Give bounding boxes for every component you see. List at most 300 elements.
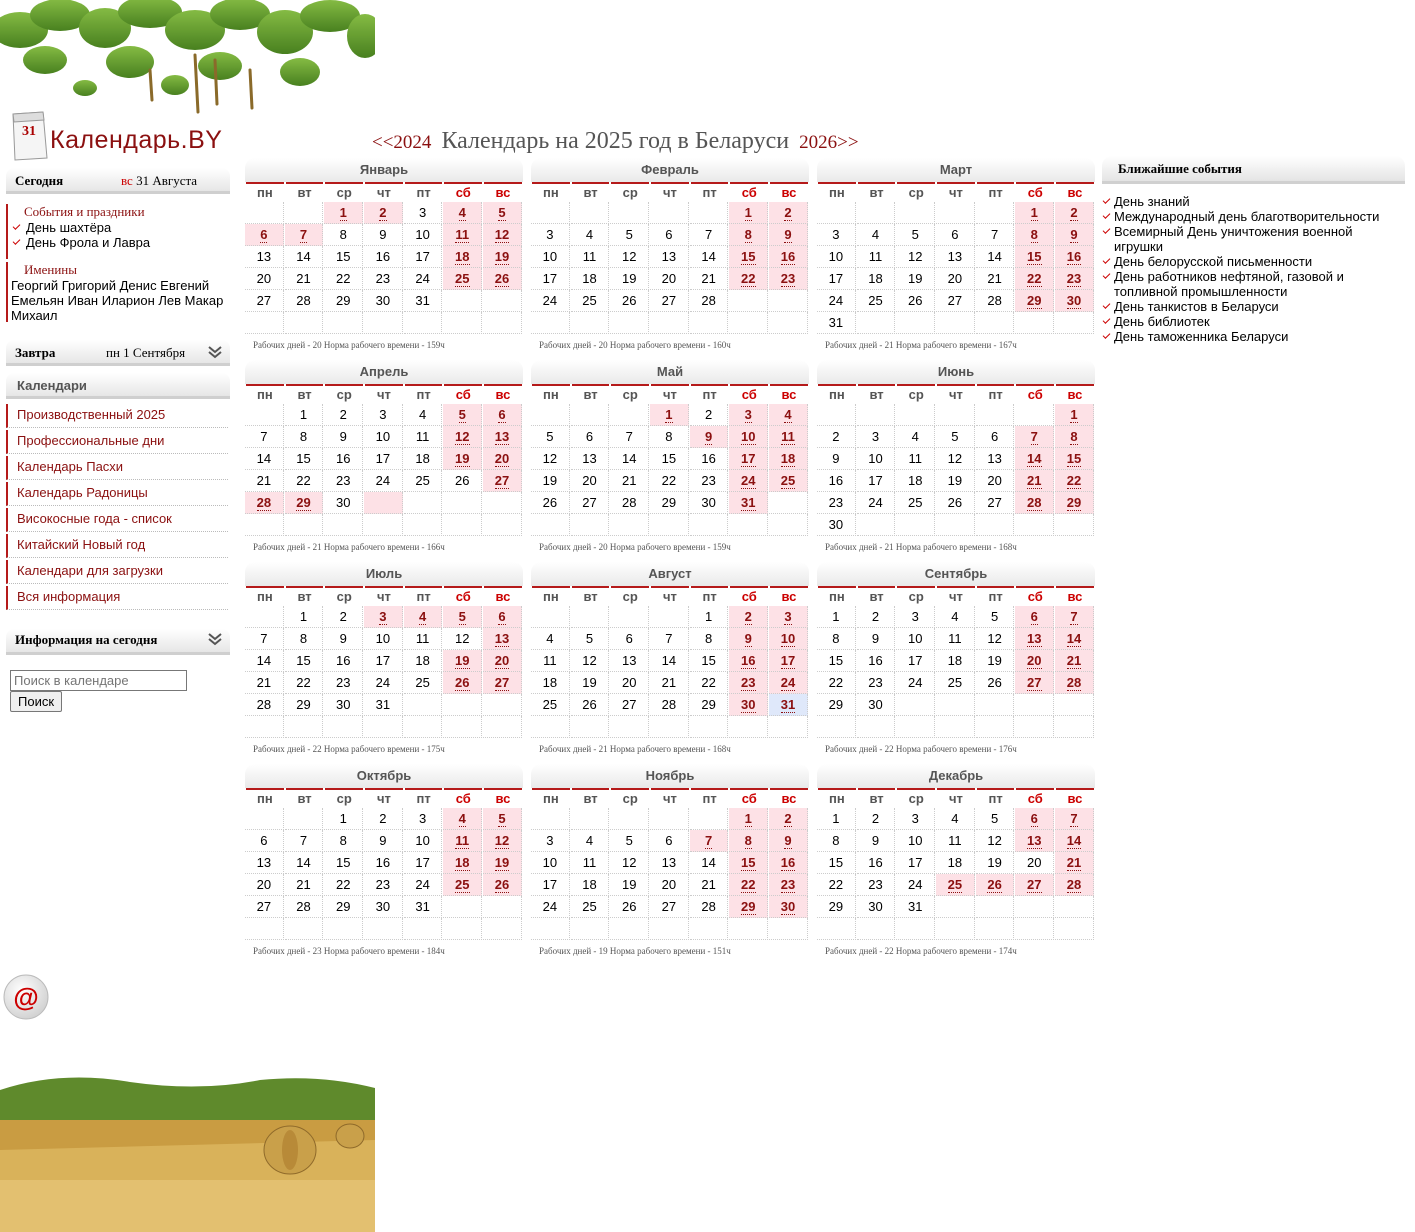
day-cell: 28 bbox=[285, 896, 324, 918]
day-cell: 25 bbox=[571, 896, 610, 918]
weekday-header: вс bbox=[1056, 384, 1094, 404]
day-cell[interactable]: 16 bbox=[769, 852, 808, 874]
day-cell[interactable]: 8 bbox=[729, 830, 768, 852]
search-button[interactable]: Поиск bbox=[10, 691, 62, 712]
day-cell[interactable]: 31 bbox=[729, 492, 768, 514]
empty-cell bbox=[610, 312, 649, 334]
weekday-header: сб bbox=[730, 788, 768, 808]
empty-cell bbox=[483, 290, 522, 312]
day-cell[interactable]: 1 bbox=[324, 202, 363, 224]
weekday-header: пн bbox=[532, 788, 570, 808]
day-cell[interactable]: 30 bbox=[1055, 290, 1094, 312]
day-cell: 8 bbox=[285, 628, 324, 650]
month-title: Август bbox=[531, 562, 809, 586]
day-cell[interactable]: 6 bbox=[483, 606, 522, 628]
day-cell[interactable]: 3 bbox=[364, 606, 403, 628]
names-list: Георгий Григорий Денис Евгений Емельян Иван Иларион Лев Макар Михаил bbox=[11, 278, 224, 323]
day-cell[interactable]: 27 bbox=[483, 672, 522, 694]
day-cell: 6 bbox=[936, 224, 975, 246]
upcoming-events-list bbox=[1102, 194, 1402, 344]
upcoming-event-item[interactable]: День танкистов в Беларуси bbox=[1102, 299, 1402, 314]
month-title: Апрель bbox=[245, 360, 523, 384]
day-cell: 12 bbox=[610, 246, 649, 268]
event-item[interactable]: День Фрола и Лавра bbox=[8, 235, 232, 250]
day-cell: 3 bbox=[404, 202, 443, 224]
upcoming-event-item[interactable]: День знаний bbox=[1102, 194, 1402, 209]
day-cell[interactable]: 11 bbox=[769, 426, 808, 448]
email-at-icon[interactable] bbox=[2, 973, 52, 1023]
nav-link[interactable]: Вся информация bbox=[6, 586, 228, 610]
day-cell: 1 bbox=[817, 808, 856, 830]
day-cell[interactable]: 7 bbox=[1015, 426, 1054, 448]
empty-cell bbox=[404, 312, 443, 334]
day-cell[interactable]: 1 bbox=[1015, 202, 1054, 224]
empty-cell bbox=[483, 492, 522, 514]
weekday-header: пн bbox=[532, 182, 570, 202]
day-cell[interactable]: 4 bbox=[404, 606, 443, 628]
day-cell: 24 bbox=[531, 290, 570, 312]
day-cell[interactable]: 3 bbox=[729, 404, 768, 426]
day-cell[interactable]: 29 bbox=[1055, 492, 1094, 514]
day-cell: 11 bbox=[571, 246, 610, 268]
day-cell[interactable]: 8 bbox=[1055, 426, 1094, 448]
day-cell[interactable]: 14 bbox=[1015, 448, 1054, 470]
day-cell: 4 bbox=[531, 628, 570, 650]
empty-cell bbox=[936, 312, 975, 334]
day-cell[interactable]: 7 bbox=[1055, 606, 1094, 628]
upcoming-event-item[interactable]: День таможенника Беларуси bbox=[1102, 329, 1402, 344]
empty-cell bbox=[531, 202, 570, 224]
empty-cell bbox=[729, 918, 768, 940]
day-cell[interactable]: 7 bbox=[1055, 808, 1094, 830]
day-cell: 21 bbox=[245, 672, 284, 694]
day-cell: 3 bbox=[404, 808, 443, 830]
day-cell: 18 bbox=[404, 650, 443, 672]
day-cell[interactable]: 21 bbox=[1015, 470, 1054, 492]
day-cell[interactable]: 15 bbox=[729, 246, 768, 268]
day-cell[interactable]: 15 bbox=[1015, 246, 1054, 268]
month-title: Сентябрь bbox=[817, 562, 1095, 586]
day-cell[interactable]: 9 bbox=[769, 830, 808, 852]
day-cell: 11 bbox=[936, 628, 975, 650]
day-cell: 8 bbox=[817, 830, 856, 852]
weekday-header: вт bbox=[858, 384, 896, 404]
day-cell[interactable]: 20 bbox=[483, 650, 522, 672]
day-cell: 12 bbox=[976, 628, 1015, 650]
empty-cell bbox=[976, 404, 1015, 426]
day-cell[interactable]: 11 bbox=[443, 224, 482, 246]
day-cell: 13 bbox=[936, 246, 975, 268]
day-cell: 8 bbox=[285, 426, 324, 448]
day-cell[interactable]: 23 bbox=[729, 672, 768, 694]
day-cell[interactable]: 22 bbox=[729, 268, 768, 290]
day-cell[interactable]: 6 bbox=[245, 224, 284, 246]
empty-cell bbox=[1015, 918, 1054, 940]
site-logo[interactable] bbox=[6, 104, 234, 166]
footer-field-image bbox=[0, 1070, 375, 1232]
weekday-header: пн bbox=[818, 182, 856, 202]
month-note: Рабочих дней - 23 Норма рабочего времени - 184ч bbox=[253, 946, 445, 956]
day-cell[interactable]: 5 bbox=[443, 404, 482, 426]
day-cell[interactable]: 28 bbox=[1055, 874, 1094, 896]
empty-cell bbox=[936, 404, 975, 426]
day-cell: 17 bbox=[896, 852, 935, 874]
day-cell[interactable]: 15 bbox=[729, 852, 768, 874]
empty-cell bbox=[936, 514, 975, 536]
chevron-double-down-icon[interactable] bbox=[208, 345, 222, 359]
day-cell[interactable]: 8 bbox=[729, 224, 768, 246]
day-cell[interactable]: 12 bbox=[483, 224, 522, 246]
day-cell[interactable]: 7 bbox=[285, 224, 324, 246]
day-cell: 15 bbox=[817, 650, 856, 672]
day-cell[interactable]: 27 bbox=[1015, 874, 1054, 896]
empty-cell bbox=[285, 202, 324, 224]
weekday-header: пн bbox=[818, 586, 856, 606]
day-cell[interactable]: 20 bbox=[1015, 650, 1054, 672]
month-note: Рабочих дней - 22 Норма рабочего времени - 174ч bbox=[825, 946, 1017, 956]
day-cell[interactable]: 31 bbox=[769, 694, 808, 716]
weekday-header: сб bbox=[1016, 182, 1054, 202]
day-cell[interactable]: 10 bbox=[729, 426, 768, 448]
day-cell: 6 bbox=[650, 224, 689, 246]
day-cell: 7 bbox=[690, 224, 729, 246]
name-days bbox=[6, 262, 228, 322]
weekday-header: чт bbox=[651, 384, 689, 404]
empty-cell bbox=[531, 514, 570, 536]
day-cell[interactable]: 6 bbox=[483, 404, 522, 426]
day-cell[interactable]: 2 bbox=[769, 808, 808, 830]
month-title: Июнь bbox=[817, 360, 1095, 384]
empty-cell bbox=[483, 896, 522, 918]
weekday-header: чт bbox=[365, 384, 403, 404]
empty-cell bbox=[285, 514, 324, 536]
empty-cell bbox=[1015, 716, 1054, 738]
day-cell[interactable]: 25 bbox=[936, 874, 975, 896]
day-cell: 16 bbox=[857, 852, 896, 874]
day-cell[interactable]: 1 bbox=[729, 202, 768, 224]
day-cell: 23 bbox=[857, 672, 896, 694]
empty-cell bbox=[443, 514, 482, 536]
weekday-header: ср bbox=[897, 384, 935, 404]
day-cell: 21 bbox=[690, 874, 729, 896]
month-grid bbox=[531, 384, 809, 536]
day-cell: 5 bbox=[571, 628, 610, 650]
weekday-header: ср bbox=[325, 586, 363, 606]
weekday-header: пт bbox=[977, 788, 1015, 808]
day-cell[interactable]: 27 bbox=[1015, 672, 1054, 694]
day-cell[interactable]: 22 bbox=[1015, 268, 1054, 290]
day-cell[interactable]: 12 bbox=[443, 426, 482, 448]
day-cell[interactable]: 5 bbox=[483, 808, 522, 830]
day-cell: 7 bbox=[610, 426, 649, 448]
day-cell: 24 bbox=[404, 268, 443, 290]
day-cell[interactable]: 28 bbox=[1015, 492, 1054, 514]
day-cell[interactable]: 5 bbox=[483, 202, 522, 224]
month-calendar bbox=[531, 562, 809, 754]
nav-link[interactable]: Производственный 2025 bbox=[6, 404, 228, 428]
day-cell: 3 bbox=[896, 606, 935, 628]
upcoming-event-item[interactable]: День работников нефтяной, газовой и топливной промышленности bbox=[1102, 269, 1402, 299]
day-cell[interactable]: 25 bbox=[443, 268, 482, 290]
weekday-header: сб bbox=[444, 182, 482, 202]
day-cell: 12 bbox=[976, 830, 1015, 852]
day-cell[interactable]: 14 bbox=[1055, 830, 1094, 852]
nav-link[interactable]: Календарь Радоницы bbox=[6, 482, 228, 506]
day-cell[interactable]: 20 bbox=[483, 448, 522, 470]
day-cell[interactable]: 4 bbox=[443, 808, 482, 830]
day-cell: 31 bbox=[896, 896, 935, 918]
empty-cell bbox=[531, 404, 570, 426]
month-grid bbox=[817, 384, 1095, 536]
day-cell[interactable]: 30 bbox=[729, 694, 768, 716]
weekday-header: ср bbox=[325, 788, 363, 808]
day-cell[interactable]: 13 bbox=[483, 426, 522, 448]
empty-cell bbox=[483, 312, 522, 334]
day-cell[interactable]: 7 bbox=[690, 830, 729, 852]
upcoming-event-item[interactable]: День библиотек bbox=[1102, 314, 1402, 329]
month-grid bbox=[817, 182, 1095, 334]
day-cell: 23 bbox=[817, 492, 856, 514]
day-cell: 16 bbox=[364, 852, 403, 874]
day-cell: 4 bbox=[404, 404, 443, 426]
empty-cell bbox=[571, 514, 610, 536]
day-cell[interactable]: 17 bbox=[729, 448, 768, 470]
month-calendar bbox=[531, 158, 809, 350]
day-cell[interactable]: 4 bbox=[769, 404, 808, 426]
empty-cell bbox=[610, 918, 649, 940]
upcoming-event-item[interactable]: Международный день благотворительности bbox=[1102, 209, 1402, 224]
day-cell[interactable]: 11 bbox=[443, 830, 482, 852]
day-cell[interactable]: 13 bbox=[483, 628, 522, 650]
nav-link[interactable]: Китайский Новый год bbox=[6, 534, 228, 558]
day-cell[interactable]: 23 bbox=[1055, 268, 1094, 290]
day-cell[interactable]: 13 bbox=[1015, 628, 1054, 650]
day-cell[interactable]: 2 bbox=[769, 202, 808, 224]
day-cell: 24 bbox=[364, 470, 403, 492]
day-cell: 17 bbox=[817, 268, 856, 290]
day-cell[interactable]: 4 bbox=[443, 202, 482, 224]
weekday-header: вт bbox=[858, 182, 896, 202]
weekday-header: вс bbox=[484, 384, 522, 404]
day-cell[interactable]: 18 bbox=[443, 852, 482, 874]
empty-cell bbox=[936, 896, 975, 918]
day-cell[interactable]: 28 bbox=[1055, 672, 1094, 694]
empty-cell bbox=[817, 404, 856, 426]
day-cell: 19 bbox=[936, 470, 975, 492]
day-cell[interactable]: 1 bbox=[729, 808, 768, 830]
weekday-header: пн bbox=[246, 384, 284, 404]
upcoming-events-header bbox=[1102, 156, 1405, 184]
day-cell[interactable]: 6 bbox=[1015, 808, 1054, 830]
empty-cell bbox=[650, 514, 689, 536]
day-cell: 30 bbox=[364, 290, 403, 312]
day-cell: 24 bbox=[896, 672, 935, 694]
day-cell: 1 bbox=[817, 606, 856, 628]
day-cell: 19 bbox=[976, 650, 1015, 672]
empty-cell bbox=[769, 312, 808, 334]
empty-cell bbox=[729, 716, 768, 738]
day-cell: 16 bbox=[690, 448, 729, 470]
day-cell: 18 bbox=[936, 650, 975, 672]
day-cell: 24 bbox=[896, 874, 935, 896]
day-cell[interactable]: 9 bbox=[690, 426, 729, 448]
upcoming-event-item[interactable]: Всемирный День уничтожения военной игрушки bbox=[1102, 224, 1402, 254]
day-cell: 28 bbox=[690, 896, 729, 918]
month-title: Июль bbox=[245, 562, 523, 586]
day-cell[interactable]: 22 bbox=[729, 874, 768, 896]
day-cell[interactable]: 5 bbox=[443, 606, 482, 628]
info-today-bar[interactable] bbox=[6, 629, 230, 655]
day-cell: 18 bbox=[936, 852, 975, 874]
weekday-header: вс bbox=[770, 384, 808, 404]
day-cell[interactable]: 16 bbox=[769, 246, 808, 268]
day-cell[interactable]: 30 bbox=[769, 896, 808, 918]
day-cell: 14 bbox=[690, 852, 729, 874]
month-note: Рабочих дней - 22 Норма рабочего времени - 175ч bbox=[253, 744, 445, 754]
day-cell[interactable]: 6 bbox=[1015, 606, 1054, 628]
prev-year-link[interactable]: <<2024 bbox=[372, 132, 432, 153]
weekday-header: ср bbox=[611, 182, 649, 202]
empty-cell bbox=[650, 918, 689, 940]
empty-cell bbox=[650, 606, 689, 628]
today-date: вс 31 Августа bbox=[121, 173, 198, 188]
empty-cell bbox=[443, 694, 482, 716]
day-cell: 29 bbox=[690, 694, 729, 716]
day-cell[interactable]: 19 bbox=[483, 246, 522, 268]
nav-link[interactable]: Календарь Пасхи bbox=[6, 456, 228, 480]
weekday-header: пт bbox=[977, 586, 1015, 606]
day-cell[interactable]: 2 bbox=[729, 606, 768, 628]
day-cell: 22 bbox=[650, 470, 689, 492]
empty-cell bbox=[571, 202, 610, 224]
day-cell[interactable]: 19 bbox=[443, 650, 482, 672]
day-cell[interactable]: 17 bbox=[769, 650, 808, 672]
day-cell: 22 bbox=[690, 672, 729, 694]
day-cell: 29 bbox=[324, 290, 363, 312]
month-note: Рабочих дней - 20 Норма рабочего времени - 160ч bbox=[539, 340, 731, 350]
search-input[interactable] bbox=[10, 670, 187, 691]
day-cell: 31 bbox=[404, 896, 443, 918]
day-cell[interactable]: 9 bbox=[1055, 224, 1094, 246]
day-cell[interactable]: 14 bbox=[1055, 628, 1094, 650]
empty-cell bbox=[650, 202, 689, 224]
day-cell[interactable]: 28 bbox=[245, 492, 284, 514]
day-cell[interactable]: 3 bbox=[769, 606, 808, 628]
month-title: Май bbox=[531, 360, 809, 384]
day-cell[interactable]: 19 bbox=[483, 852, 522, 874]
upcoming-event-item[interactable]: День белорусской письменности bbox=[1102, 254, 1402, 269]
weekday-header: пт bbox=[977, 182, 1015, 202]
day-cell[interactable]: 16 bbox=[729, 650, 768, 672]
day-cell[interactable]: 12 bbox=[483, 830, 522, 852]
nav-link[interactable]: Високосные года - список bbox=[6, 508, 228, 532]
weekday-header: пн bbox=[246, 788, 284, 808]
day-cell: 14 bbox=[650, 650, 689, 672]
day-cell[interactable]: 26 bbox=[976, 874, 1015, 896]
day-cell: 21 bbox=[285, 874, 324, 896]
day-cell: 13 bbox=[245, 246, 284, 268]
day-cell[interactable]: 9 bbox=[769, 224, 808, 246]
chevron-double-down-icon[interactable] bbox=[208, 632, 222, 646]
day-cell[interactable]: 26 bbox=[483, 268, 522, 290]
empty-cell bbox=[976, 716, 1015, 738]
day-cell[interactable]: 24 bbox=[769, 672, 808, 694]
day-cell[interactable]: 29 bbox=[729, 896, 768, 918]
day-cell[interactable]: 18 bbox=[769, 448, 808, 470]
day-cell: 9 bbox=[364, 830, 403, 852]
day-cell[interactable]: 25 bbox=[443, 874, 482, 896]
day-cell[interactable]: 26 bbox=[443, 672, 482, 694]
empty-cell bbox=[976, 694, 1015, 716]
month-grid bbox=[531, 182, 809, 334]
day-cell: 21 bbox=[245, 470, 284, 492]
empty-cell bbox=[245, 312, 284, 334]
day-cell[interactable]: 26 bbox=[483, 874, 522, 896]
day-cell[interactable]: 1 bbox=[1055, 404, 1094, 426]
empty-cell bbox=[610, 404, 649, 426]
day-cell[interactable]: 21 bbox=[1055, 650, 1094, 672]
day-cell: 16 bbox=[364, 246, 403, 268]
weekday-header: пт bbox=[405, 788, 443, 808]
day-cell: 15 bbox=[690, 650, 729, 672]
day-cell[interactable]: 22 bbox=[1055, 470, 1094, 492]
day-cell[interactable]: 15 bbox=[1055, 448, 1094, 470]
day-cell: 30 bbox=[364, 896, 403, 918]
day-cell[interactable]: 13 bbox=[1015, 830, 1054, 852]
empty-cell bbox=[483, 514, 522, 536]
day-cell[interactable]: 2 bbox=[1055, 202, 1094, 224]
day-cell: 13 bbox=[976, 448, 1015, 470]
day-cell: 30 bbox=[817, 514, 856, 536]
day-cell[interactable]: 21 bbox=[1055, 852, 1094, 874]
day-cell: 11 bbox=[404, 426, 443, 448]
day-cell[interactable]: 2 bbox=[364, 202, 403, 224]
next-year-link[interactable]: 2026>> bbox=[799, 132, 859, 153]
empty-cell bbox=[690, 514, 729, 536]
day-cell: 6 bbox=[650, 830, 689, 852]
day-cell[interactable]: 23 bbox=[769, 874, 808, 896]
empty-cell bbox=[324, 312, 363, 334]
day-cell: 28 bbox=[285, 290, 324, 312]
empty-cell bbox=[443, 896, 482, 918]
weekday-header: пн bbox=[532, 384, 570, 404]
empty-cell bbox=[896, 312, 935, 334]
day-cell: 18 bbox=[531, 672, 570, 694]
day-cell[interactable]: 9 bbox=[729, 628, 768, 650]
tomorrow-bar[interactable] bbox=[6, 340, 230, 366]
day-cell[interactable]: 24 bbox=[729, 470, 768, 492]
calendar-icon-day: 31 bbox=[22, 124, 36, 139]
info-today-label: Информация на сегодня bbox=[15, 632, 158, 647]
event-item[interactable]: День шахтёра bbox=[8, 220, 232, 235]
day-cell[interactable]: 10 bbox=[769, 628, 808, 650]
day-cell[interactable]: 29 bbox=[1015, 290, 1054, 312]
day-cell[interactable]: 19 bbox=[443, 448, 482, 470]
nav-link[interactable]: Календари для загрузки bbox=[6, 560, 228, 584]
day-cell[interactable]: 18 bbox=[443, 246, 482, 268]
day-cell[interactable]: 16 bbox=[1055, 246, 1094, 268]
nav-link[interactable]: Профессиональные дни bbox=[6, 430, 228, 454]
day-cell: 7 bbox=[285, 830, 324, 852]
day-cell[interactable]: 25 bbox=[769, 470, 808, 492]
day-cell[interactable]: 8 bbox=[1015, 224, 1054, 246]
day-cell[interactable]: 1 bbox=[650, 404, 689, 426]
day-cell[interactable]: 23 bbox=[769, 268, 808, 290]
day-cell[interactable]: 29 bbox=[285, 492, 324, 514]
weekday-header: вт bbox=[572, 586, 610, 606]
day-cell[interactable]: 27 bbox=[483, 470, 522, 492]
weekday-header: пн bbox=[246, 182, 284, 202]
